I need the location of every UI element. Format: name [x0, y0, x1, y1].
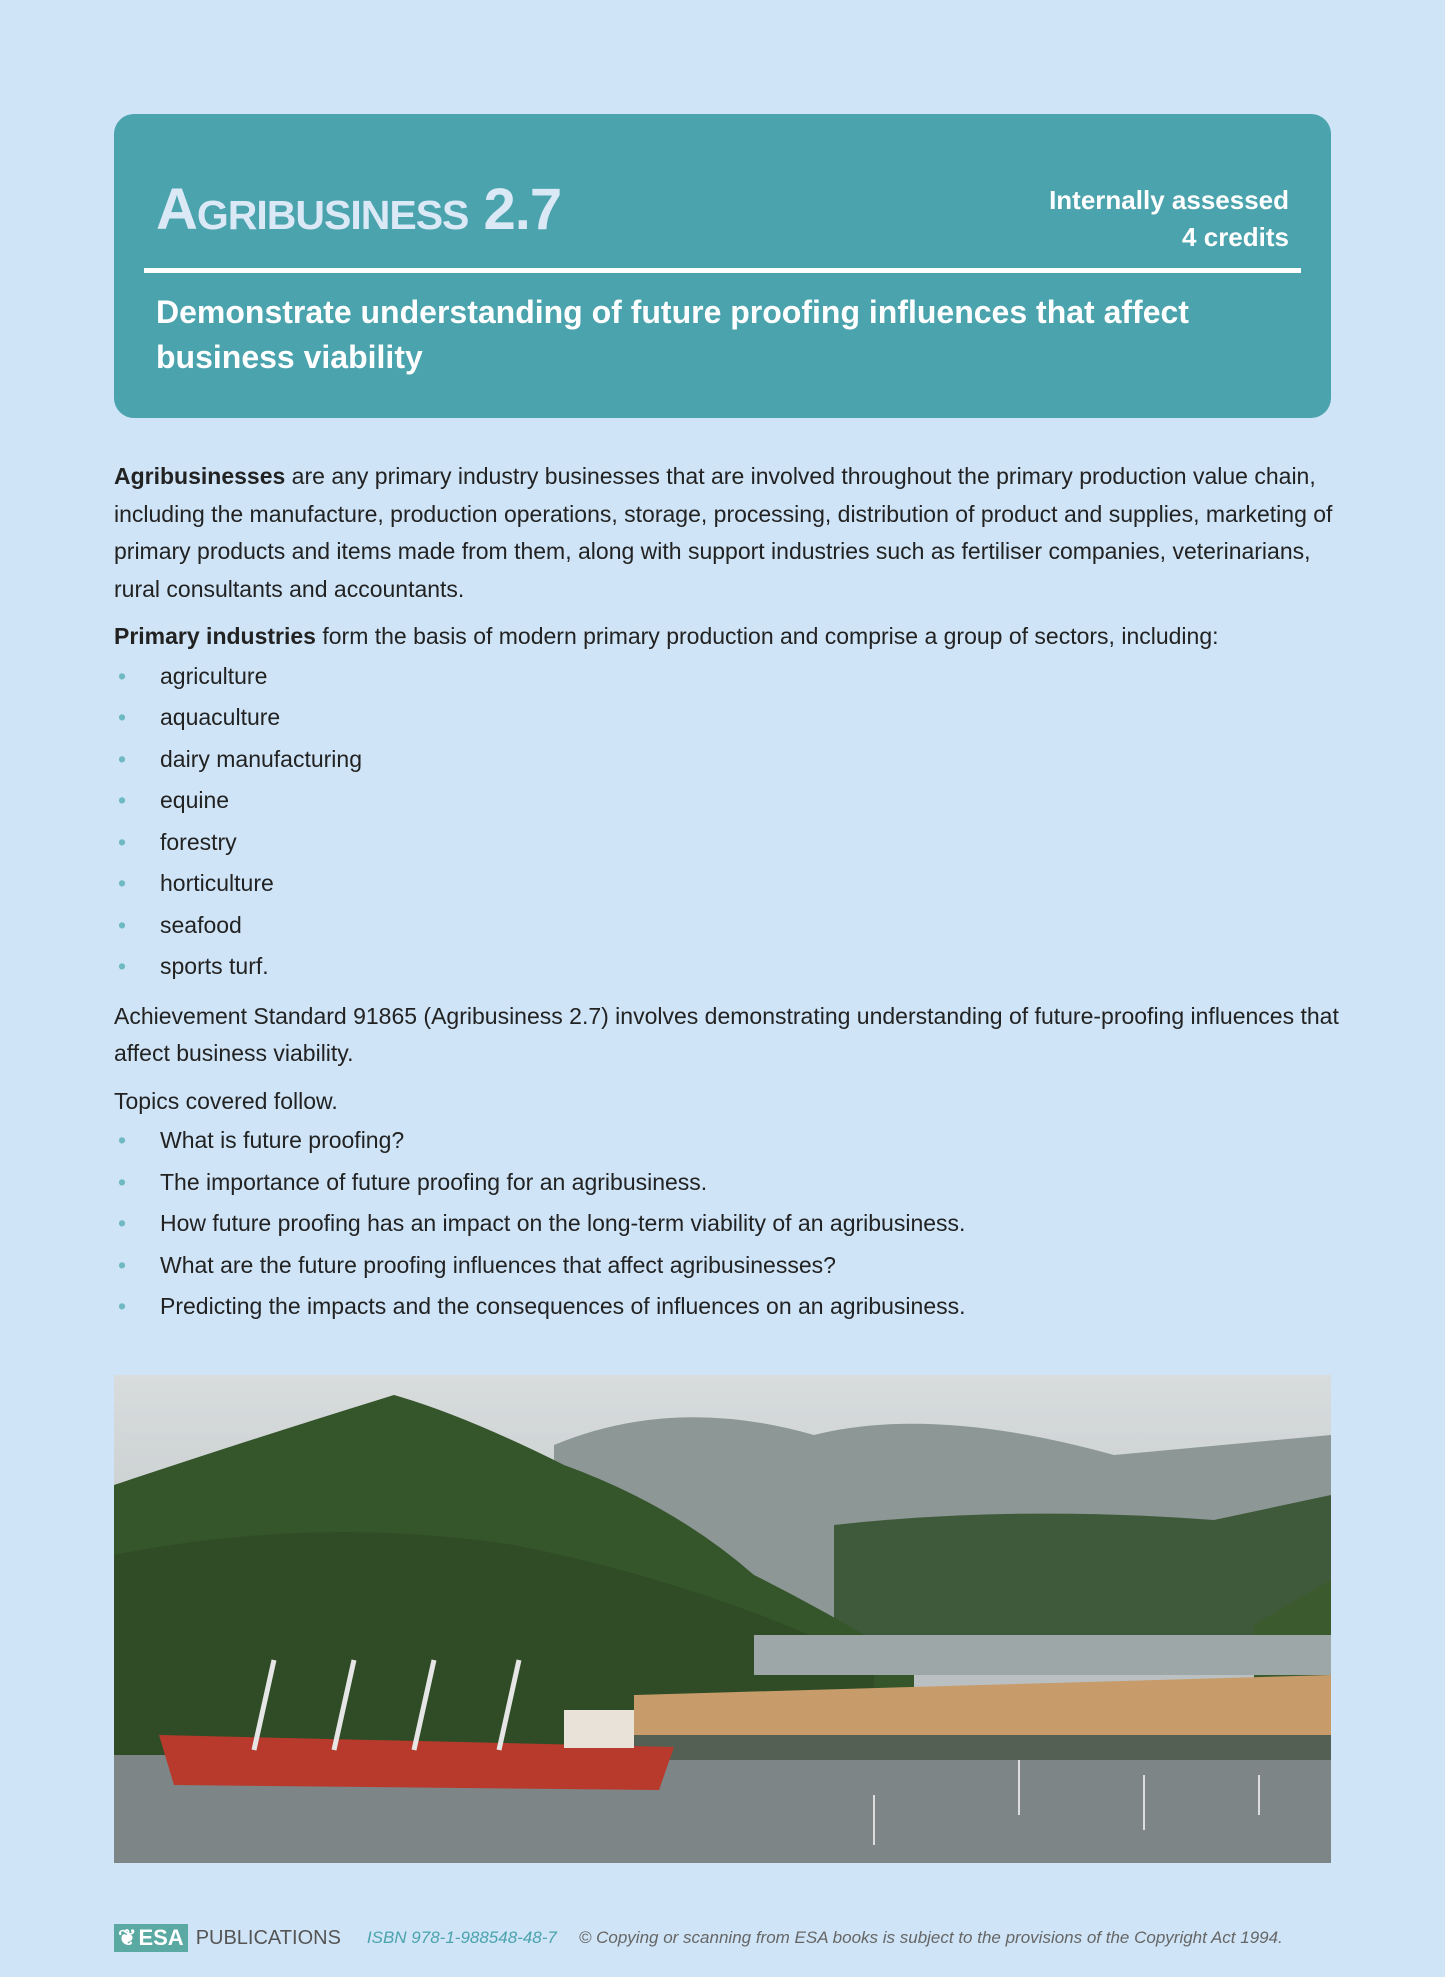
sector-item	[114, 946, 1344, 988]
list-item-text: What is future proofing?	[160, 1127, 405, 1153]
intro-text: are any primary industry businesses that are involved throughout the primary production value chain, including the manufacture, production operations, storage, processing, distribution of product and supplies, marketing of primary products and items made from them, along with support industries such as fertiliser companies, veterinarians, rural consultants and accountants.	[114, 463, 1333, 602]
list-item-text: What are the future proofing influences that affect agribusinesses?	[160, 1251, 836, 1278]
list-item-text: Predicting the impacts and the consequences of influences on an agribusiness.	[160, 1293, 966, 1319]
intro-paragraph	[114, 458, 1344, 608]
bullet-icon: •	[118, 870, 127, 896]
primary-industries-text: form the basis of modern primary production and comprise a group of sectors, including:	[315, 623, 1219, 649]
list-item-text: horticulture	[160, 870, 274, 896]
list-item-text: equine	[160, 787, 230, 813]
publisher-name: PUBLICATIONS	[195, 1926, 341, 1949]
page-subtitle: Demonstrate understanding of future proofing influences that affect business viability	[156, 294, 1189, 375]
primary-industries-paragraph	[114, 618, 1344, 656]
sector-item	[114, 697, 1344, 739]
term-agribusinesses: Agribusinesses	[114, 463, 286, 489]
copyright-notice: © Copying or scanning from ESA books is subject to the provisions of the Copyright Act 1994.	[578, 1928, 1283, 1947]
sector-item	[114, 822, 1344, 864]
list-item-text: dairy manufacturing	[160, 745, 362, 772]
bullet-icon: •	[118, 953, 127, 979]
sector-item	[114, 905, 1344, 947]
sector-item	[114, 739, 1344, 781]
body-content	[114, 458, 1344, 1338]
standard-paragraph: Achievement Standard 91865 (Agribusiness 2.7) involves demonstrating understanding of future-proofing influences that affect business viability.	[114, 1002, 1339, 1066]
bullet-icon: •	[118, 787, 127, 813]
esa-logo	[114, 1924, 188, 1952]
bullet-icon: •	[118, 704, 127, 730]
bullet-icon: •	[118, 1251, 127, 1278]
bullet-icon: •	[118, 828, 127, 855]
logo-text: ESA	[138, 1925, 184, 1950]
list-item-text: How future proofing has an impact on the long-term viability of an agribusiness.	[160, 1210, 966, 1236]
footer	[114, 1924, 1283, 1952]
list-item-text: The importance of future proofing for an agribusiness.	[160, 1168, 708, 1195]
bullet-icon: •	[118, 745, 127, 772]
topics-heading: Topics covered follow.	[114, 1087, 338, 1114]
bullet-icon: •	[118, 1210, 127, 1236]
divider	[144, 268, 1301, 273]
port-landscape-image	[114, 1375, 1331, 1863]
topic-item	[114, 1120, 1344, 1162]
sector-list	[114, 656, 1344, 988]
list-item-text: seafood	[160, 911, 242, 938]
assessment-info	[1049, 182, 1289, 256]
topic-item	[114, 1286, 1344, 1328]
list-item-text: agriculture	[160, 662, 268, 689]
page-title: Agribusiness 2.7	[156, 177, 562, 242]
topic-item	[114, 1162, 1344, 1204]
title-banner	[114, 114, 1331, 418]
list-item-text: sports turf.	[160, 953, 269, 979]
bullet-icon: •	[118, 1127, 127, 1153]
bullet-icon: •	[118, 1168, 127, 1195]
sector-item	[114, 656, 1344, 698]
assessment-type: Internally assessed	[1049, 185, 1289, 215]
sector-item	[114, 863, 1344, 905]
credits: 4 credits	[1182, 222, 1289, 252]
bullet-icon: •	[118, 662, 127, 689]
list-item-text: forestry	[160, 828, 237, 855]
bullet-icon: •	[118, 911, 127, 938]
term-primary-industries: Primary industries	[114, 623, 316, 649]
bullet-icon: •	[118, 1293, 127, 1319]
topic-item	[114, 1203, 1344, 1245]
leaf-icon: ❦	[118, 1925, 137, 1950]
topic-item	[114, 1245, 1344, 1287]
isbn: ISBN 978-1-988548-48-7	[366, 1928, 557, 1947]
harbour-photo	[114, 1375, 1331, 1863]
list-item-text: aquaculture	[160, 704, 281, 730]
sector-item	[114, 780, 1344, 822]
topic-list	[114, 1120, 1344, 1328]
